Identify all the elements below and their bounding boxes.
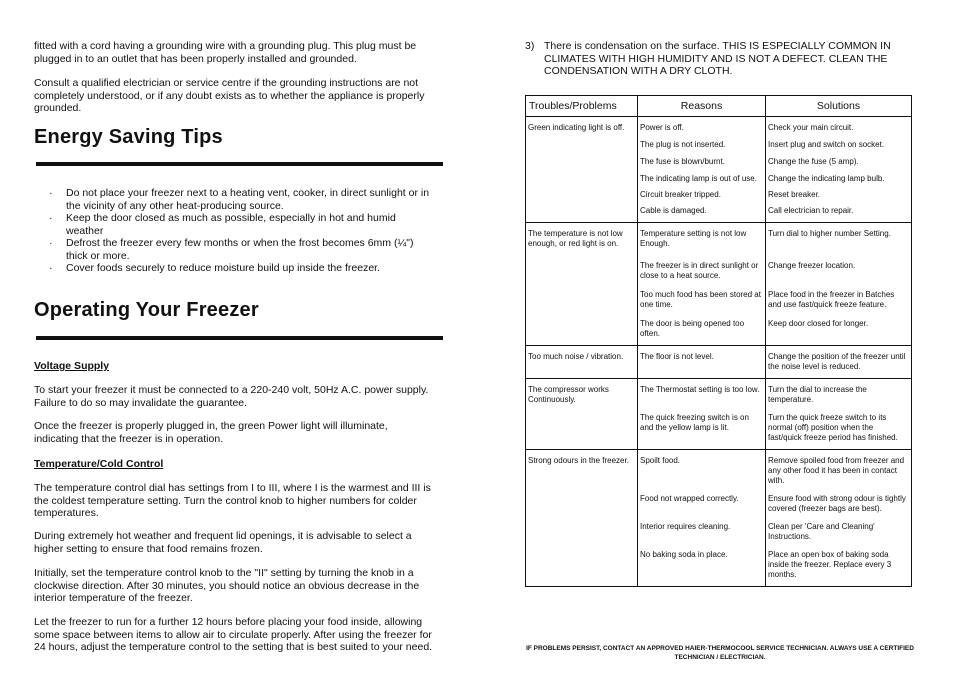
list-item (34, 262, 434, 275)
header-solutions: Solutions (766, 96, 912, 117)
problem-cell (526, 542, 638, 587)
condensation-note (525, 40, 920, 78)
reason-cell: The door is being opened too often. (638, 310, 766, 346)
reason-cell: The quick freezing switch is on and the yellow lamp is lit. (638, 405, 766, 450)
voltage-paragraph-1: To start your freezer it must be connected to a 220-240 volt, 50Hz A.C. power supply. Failure to do so may invalidate the guarantee. (34, 384, 429, 409)
solution-cell: Place food in the freezer in Batches and use fast/quick freeze feature. (766, 281, 912, 310)
temperature-paragraph-3: Initially, set the temperature control knob to the "II" setting by turning the knob in a clockwise direction. After 30 minutes, you should notice an obvious decrease in the interior temperature of the freezer. (34, 567, 420, 604)
reason-cell: Food not wrapped correctly. (638, 486, 766, 514)
solution-cell: Turn the dial to increase the temperature. (766, 379, 912, 406)
bullet-dot: · (49, 187, 53, 199)
problems-persist-footer: IF PROBLEMS PERSIST, CONTACT AN APPROVED HAIER-THERMOCOOL SERVICE TECHNICIAN. ALWAYS USE A CERTIFIED TECHNICIAN / ELECTRICIAN. (526, 645, 914, 661)
problem-cell (526, 310, 638, 346)
table-row (526, 150, 912, 167)
solution-cell: Change the position of the freezer until the noise level is reduced. (766, 346, 912, 379)
reason-cell: Temperature setting is not low Enough. (638, 223, 766, 250)
solution-cell: Reset breaker. (766, 184, 912, 200)
solution-cell: Turn dial to higher number Setting. (766, 223, 912, 250)
grounding-consult-paragraph: Consult a qualified electrician or service centre if the grounding instructions are not completely understood, or if any doubt exists as to whether the appliance is properly grounded. (34, 77, 425, 114)
table-row (526, 542, 912, 587)
voltage-supply-subheading: Voltage Supply (34, 360, 110, 372)
reason-cell: Too much food has been stored at one time. (638, 281, 766, 310)
bullet-dot: · (49, 212, 53, 224)
reason-cell: Power is off. (638, 117, 766, 134)
reason-cell: No baking soda in place. (638, 542, 766, 587)
energy-tips-list (34, 187, 434, 275)
problem-cell (526, 167, 638, 184)
solution-cell: Keep door closed for longer. (766, 310, 912, 346)
temperature-paragraph-2: During extremely hot weather and frequent lid openings, it is advisable to select a higher setting to ensure that food remains frozen. (34, 530, 412, 555)
problem-cell (526, 486, 638, 514)
reason-cell: Circuit breaker tripped. (638, 184, 766, 200)
problem-cell: The compressor works Continuously. (526, 379, 638, 406)
troubleshooting-table (525, 95, 912, 587)
header-troubles: Troubles/Problems (526, 96, 638, 117)
table-row (526, 346, 912, 379)
solution-cell: Change the fuse (5 amp). (766, 150, 912, 167)
temperature-paragraph-4: Let the freezer to run for a further 12 hours before placing your food inside, allowing some space between items to allow air to circulate properly. After using the freezer for 24 hours, adjust the temperature control to the setting that is best suited to your need. (34, 616, 433, 653)
table-row (526, 281, 912, 310)
solution-cell: Change freezer location. (766, 249, 912, 281)
reason-cell: Spoilt food. (638, 450, 766, 487)
problem-cell: The temperature is not low enough, or red light is on. (526, 223, 638, 250)
condensation-number: 3) (525, 40, 535, 52)
table-row (526, 486, 912, 514)
table-row (526, 310, 912, 346)
operating-heading: Operating Your Freezer (34, 299, 259, 321)
solution-cell: Check your main circuit. (766, 117, 912, 134)
problem-cell: Strong odours in the freezer. (526, 450, 638, 487)
table-row (526, 450, 912, 487)
header-reasons: Reasons (638, 96, 766, 117)
condensation-text: There is condensation on the surface. THIS IS ESPECIALLY COMMON IN CLIMATES WITH HIGH HUMIDITY AND IS NOT A DEFECT. CLEAN THE CONDENSATION WITH A DRY CLOTH. (544, 40, 891, 77)
reason-cell: The indicating lamp is out of use. (638, 167, 766, 184)
table-row (526, 249, 912, 281)
temperature-paragraph-1: The temperature control dial has settings from I to III, where I is the warmest and III is the coldest temperature setting. Turn the control knob to higher numbers for colder temperatures. (34, 482, 431, 519)
list-item (34, 237, 434, 262)
problem-cell: Green indicating light is off. (526, 117, 638, 134)
solution-cell: Call electrician to repair. (766, 200, 912, 223)
table-row (526, 117, 912, 134)
table-body (526, 117, 912, 587)
problem-cell (526, 200, 638, 223)
solution-cell: Change the indicating lamp bulb. (766, 167, 912, 184)
solution-cell: Turn the quick freeze switch to its normal (off) position when the fast/quick freeze period has finished. (766, 405, 912, 450)
table-row (526, 167, 912, 184)
table-header-row (526, 96, 912, 117)
solution-cell: Remove spoiled food from freezer and any other food it has been in contact with. (766, 450, 912, 487)
tip-text: Do not place your freezer next to a heating vent, cooker, in direct sunlight or in the vicinity of any other heat-producing source. (66, 187, 430, 212)
heading-rule (36, 336, 443, 340)
list-item (34, 212, 434, 237)
tip-text: Defrost the freezer every few months or when the frost becomes 6mm (¼") thick or more. (66, 237, 414, 262)
bullet-dot: · (49, 262, 53, 274)
problem-cell (526, 249, 638, 281)
solution-cell: Insert plug and switch on socket. (766, 133, 912, 150)
bullet-dot: · (49, 237, 53, 249)
list-item (34, 187, 434, 212)
solution-cell: Ensure food with strong odour is tightly covered (freezer bags are best). (766, 486, 912, 514)
grounding-paragraph: fitted with a cord having a grounding wire with a grounding plug. This plug must be plugged in to an outlet that has been properly installed and grounded. (34, 40, 417, 65)
problem-cell (526, 281, 638, 310)
voltage-paragraph-2: Once the freezer is properly plugged in, the green Power light will illuminate, indicating that the freezer is in operation. (34, 420, 388, 445)
table-row (526, 514, 912, 542)
table-row (526, 133, 912, 150)
tip-text: Keep the door closed as much as possible, especially in hot and humid weather (66, 212, 396, 237)
temperature-control-subheading: Temperature/Cold Control (34, 458, 164, 470)
problem-cell (526, 184, 638, 200)
energy-saving-heading: Energy Saving Tips (34, 126, 223, 148)
table-row (526, 223, 912, 250)
problem-cell (526, 405, 638, 450)
table-row (526, 184, 912, 200)
problem-cell (526, 150, 638, 167)
table-row (526, 200, 912, 223)
heading-rule (36, 162, 443, 166)
reason-cell: The plug is not inserted. (638, 133, 766, 150)
reason-cell: The fuse is blown/burnt. (638, 150, 766, 167)
tip-text: Cover foods securely to reduce moisture build up inside the freezer. (66, 262, 381, 274)
reason-cell: The Thermostat setting is too low. (638, 379, 766, 406)
reason-cell: Cable is damaged. (638, 200, 766, 223)
reason-cell: The floor is not level. (638, 346, 766, 379)
table-row (526, 405, 912, 450)
problem-cell (526, 514, 638, 542)
solution-cell: Place an open box of baking soda inside the freezer. Replace every 3 months. (766, 542, 912, 587)
reason-cell: Interior requires cleaning. (638, 514, 766, 542)
table-row (526, 379, 912, 406)
reason-cell: The freezer is in direct sunlight or close to a heat source. (638, 249, 766, 281)
problem-cell (526, 133, 638, 150)
problem-cell: Too much noise / vibration. (526, 346, 638, 379)
solution-cell: Clean per 'Care and Cleaning' Instructions. (766, 514, 912, 542)
